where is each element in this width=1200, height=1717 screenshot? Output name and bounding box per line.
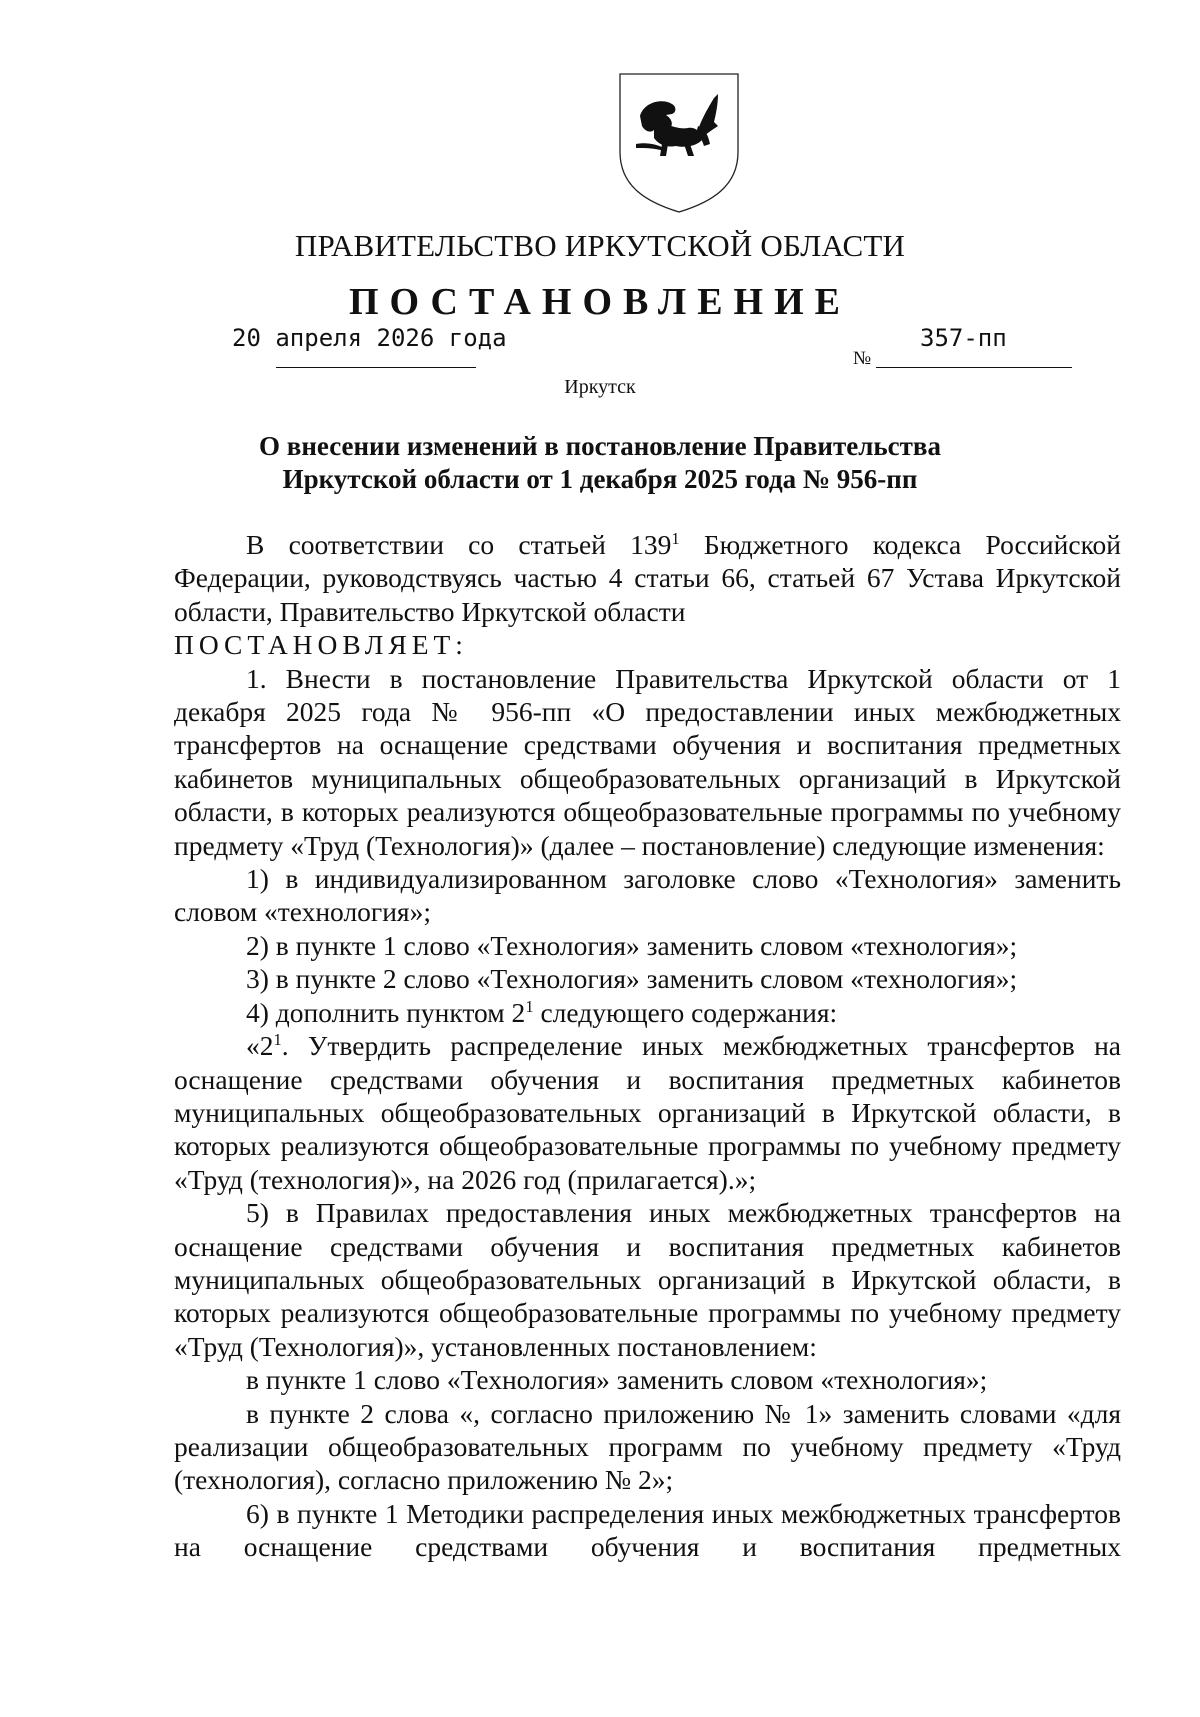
quoted-text-continued: . Утвердить распределение иных межбюджетных трансфертов на оснащение средствами обучения и воспитания предметных кабинетов муниципальных общеобразовательных организаций в Иркутской области, в которых реализуются общеобразовательные программы по учебному предмету «Труд (технология)», на 2026 год (прилагается).»; [174, 1030, 1121, 1195]
subparagraph-3: 3) в пункте 2 слово «Технология» заменить словом «технология»; [246, 963, 1018, 995]
date-underline [276, 367, 476, 368]
document-body [174, 528, 1121, 1564]
quoted-paragraph [174, 1029, 1121, 1196]
superscript: 1 [525, 996, 534, 1016]
document-type: ПОСТАНОВЛЕНИЕ [348, 281, 852, 323]
superscript: 1 [671, 528, 680, 548]
subparagraph-1: 1) в индивидуализированном заголовке слово «Технология» заменить словом «технология»; [174, 863, 1121, 928]
document-title [0, 430, 1200, 496]
paragraph-1: 1. Внести в постановление Правительства Иркутской области от 1 декабря 2025 года № 956-пп «О предоставлении иных межбюджетных трансфертов на оснащение средствами обучения и воспитания предметных кабинетов муниципальных общеобразовательных организаций в Иркутской области, в которых реализуются общеобразовательные программы по учебному предмету «Труд (Технология)» (далее – постановление) следующие изменения: [174, 662, 1121, 861]
preamble-text-continued: Бюджетного кодекса Российской Федерации, руководствуясь частью 4 статьи 66, статьей 67 Устава Иркутской области, Правительство Иркутской области [174, 529, 1121, 627]
organization-name: ПРАВИТЕЛЬСТВО ИРКУТСКОЙ ОБЛАСТИ [294, 228, 906, 263]
document-date: 20 апреля 2026 года [232, 324, 507, 352]
resolves-word: ПОСТАНОВЛЯЕТ: [174, 629, 468, 661]
coat-of-arms-icon [614, 68, 744, 216]
preamble-paragraph [174, 528, 1121, 628]
quoted-text: «2 [246, 1030, 274, 1062]
subparagraph-5a: в пункте 1 слово «Технология» заменить словом «технология»; [246, 1364, 988, 1396]
subparagraph-5: 5) в Правилах предоставления иных межбюджетных трансфертов на оснащение средствами обучения и воспитания предметных кабинетов муниципальных общеобразовательных организаций в Иркутской области, в которых реализуются общеобразовательные программы по учебному предмету «Труд (Технология)», установленных постановлением: [174, 1197, 1121, 1362]
document-number: 357-пп [920, 324, 1007, 352]
title-line-2: Иркутской области от 1 декабря 2025 года № 956-пп [282, 464, 918, 494]
subparagraph-4-text: 4) дополнить пунктом 2 [246, 996, 526, 1028]
superscript: 1 [273, 1029, 282, 1049]
subparagraph-4-text-continued: следующего содержания: [533, 996, 838, 1028]
title-line-1: О внесении изменений в постановление Правительства [259, 431, 941, 461]
subparagraph-5b: в пункте 2 слова «, согласно приложению № 1» заменить словами «для реализации общеобразовательных программ по учебному предмету «Труд (технология), согласно приложению № 2»; [174, 1397, 1121, 1496]
preamble-text: В соответствии со статьей 139 [246, 529, 672, 560]
number-underline [876, 367, 1072, 368]
subparagraph-2: 2) в пункте 1 слово «Технология» заменить словом «технология»; [246, 929, 1018, 961]
city-name: Иркутск [564, 376, 636, 398]
number-sign: № [853, 348, 872, 369]
subparagraph-6: 6) в пункте 1 Методики распределения иных межбюджетных трансфертов на оснащение средствами обучения и воспитания предметных [174, 1497, 1121, 1563]
subparagraph-4 [174, 996, 1121, 1029]
